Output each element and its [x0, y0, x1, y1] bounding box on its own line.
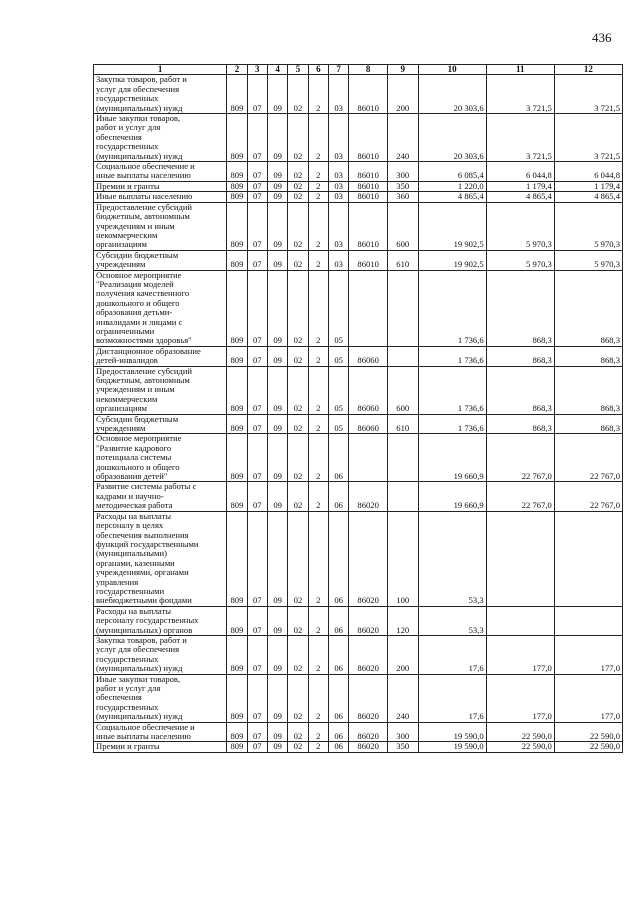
code-cell: 05: [328, 270, 348, 346]
code-cell: 02: [288, 434, 308, 482]
amount-cell: 177,0: [554, 635, 622, 674]
row-name-cell: Закупка товаров, работ и услуг для обеспечения государственных (муниципальных) нужд: [94, 75, 227, 114]
code-cell: [387, 434, 418, 482]
amount-cell: 53,3: [418, 511, 486, 606]
amount-cell: 868,3: [554, 366, 622, 414]
code-cell: 86020: [349, 674, 388, 722]
amount-cell: 17,6: [418, 674, 486, 722]
column-header: 5: [288, 65, 308, 75]
code-cell: 03: [328, 162, 348, 182]
amount-cell: [486, 511, 554, 606]
code-cell: 200: [387, 635, 418, 674]
code-cell: 2: [308, 635, 328, 674]
table-row: [94, 162, 623, 182]
amount-cell: 868,3: [554, 270, 622, 346]
code-cell: 809: [227, 346, 247, 366]
table-row: [94, 250, 623, 270]
amount-cell: 53,3: [418, 606, 486, 635]
code-cell: 09: [267, 635, 287, 674]
table-row: [94, 434, 623, 482]
code-cell: 86060: [349, 414, 388, 434]
amount-cell: 3 721,5: [486, 75, 554, 114]
table-row: [94, 635, 623, 674]
code-cell: 02: [288, 114, 308, 162]
table-row: [94, 366, 623, 414]
code-cell: 809: [227, 674, 247, 722]
code-cell: 06: [328, 674, 348, 722]
code-cell: 07: [247, 482, 267, 511]
amount-cell: 4 865,4: [486, 192, 554, 202]
code-cell: 09: [267, 674, 287, 722]
code-cell: 06: [328, 742, 348, 752]
row-name-cell: Субсидии бюджетным учреждениям: [94, 250, 227, 270]
code-cell: 809: [227, 635, 247, 674]
amount-cell: 19 590,0: [418, 722, 486, 742]
amount-cell: 1 736,6: [418, 346, 486, 366]
code-cell: 2: [308, 114, 328, 162]
amount-cell: 868,3: [486, 270, 554, 346]
code-cell: 809: [227, 511, 247, 606]
amount-cell: 4 865,4: [418, 192, 486, 202]
code-cell: 809: [227, 414, 247, 434]
code-cell: [349, 434, 388, 482]
code-cell: 09: [267, 181, 287, 191]
amount-cell: 17,6: [418, 635, 486, 674]
code-cell: 809: [227, 114, 247, 162]
code-cell: 09: [267, 270, 287, 346]
row-name-cell: Дистанционное образование детей-инвалидов: [94, 346, 227, 366]
code-cell: 02: [288, 346, 308, 366]
code-cell: 300: [387, 162, 418, 182]
code-cell: 809: [227, 742, 247, 752]
code-cell: 07: [247, 270, 267, 346]
code-cell: 2: [308, 192, 328, 202]
code-cell: 05: [328, 346, 348, 366]
code-cell: 07: [247, 346, 267, 366]
code-cell: 09: [267, 414, 287, 434]
code-cell: [349, 270, 388, 346]
amount-cell: 1 179,4: [554, 181, 622, 191]
table-row: [94, 674, 623, 722]
code-cell: 06: [328, 482, 348, 511]
code-cell: 86020: [349, 482, 388, 511]
amount-cell: 6 044,8: [554, 162, 622, 182]
code-cell: 809: [227, 192, 247, 202]
table-row: [94, 346, 623, 366]
code-cell: 05: [328, 366, 348, 414]
code-cell: 02: [288, 606, 308, 635]
page-number: 436: [592, 30, 612, 45]
amount-cell: 177,0: [554, 674, 622, 722]
code-cell: 86060: [349, 346, 388, 366]
code-cell: 300: [387, 722, 418, 742]
amount-cell: 19 660,9: [418, 482, 486, 511]
code-cell: 2: [308, 742, 328, 752]
table-row: [94, 742, 623, 752]
code-cell: 07: [247, 722, 267, 742]
code-cell: 200: [387, 75, 418, 114]
code-cell: 07: [247, 434, 267, 482]
code-cell: 600: [387, 202, 418, 250]
code-cell: 09: [267, 202, 287, 250]
column-header: 6: [308, 65, 328, 75]
table-row: [94, 114, 623, 162]
code-cell: 86010: [349, 162, 388, 182]
amount-cell: 3 721,5: [554, 114, 622, 162]
column-header: 10: [418, 65, 486, 75]
code-cell: 02: [288, 181, 308, 191]
code-cell: 2: [308, 606, 328, 635]
code-cell: 809: [227, 181, 247, 191]
table-row: [94, 511, 623, 606]
code-cell: 05: [328, 414, 348, 434]
amount-cell: 3 721,5: [486, 114, 554, 162]
row-name-cell: Иные закупки товаров, работ и услуг для обеспечения государственных (муниципальных) нужд: [94, 674, 227, 722]
row-name-cell: Премии и гранты: [94, 181, 227, 191]
code-cell: 07: [247, 511, 267, 606]
code-cell: 610: [387, 414, 418, 434]
row-name-cell: Предоставление субсидий бюджетным, автономным учреждениям и иным некоммерческим организациям: [94, 366, 227, 414]
code-cell: 02: [288, 674, 308, 722]
amount-cell: 1 736,6: [418, 366, 486, 414]
table-row: [94, 192, 623, 202]
table-row: [94, 414, 623, 434]
code-cell: 2: [308, 162, 328, 182]
code-cell: 240: [387, 114, 418, 162]
code-cell: [387, 270, 418, 346]
amount-cell: 5 970,3: [486, 202, 554, 250]
code-cell: 03: [328, 114, 348, 162]
code-cell: 09: [267, 511, 287, 606]
code-cell: 07: [247, 162, 267, 182]
code-cell: 09: [267, 742, 287, 752]
code-cell: 07: [247, 635, 267, 674]
code-cell: 809: [227, 722, 247, 742]
code-cell: 06: [328, 635, 348, 674]
column-header: 3: [247, 65, 267, 75]
amount-cell: 868,3: [554, 414, 622, 434]
amount-cell: [554, 606, 622, 635]
code-cell: 2: [308, 181, 328, 191]
code-cell: 86010: [349, 75, 388, 114]
column-header: 2: [227, 65, 247, 75]
amount-cell: 868,3: [486, 414, 554, 434]
code-cell: 06: [328, 722, 348, 742]
amount-cell: 868,3: [554, 346, 622, 366]
amount-cell: 22 767,0: [486, 482, 554, 511]
code-cell: 09: [267, 722, 287, 742]
code-cell: 07: [247, 742, 267, 752]
code-cell: 03: [328, 202, 348, 250]
code-cell: 02: [288, 482, 308, 511]
row-name-cell: Развитие системы работы с кадрами и научно- методическая работа: [94, 482, 227, 511]
code-cell: 86010: [349, 192, 388, 202]
amount-cell: 1 179,4: [486, 181, 554, 191]
code-cell: 02: [288, 202, 308, 250]
column-header: 1: [94, 65, 227, 75]
amount-cell: 868,3: [486, 346, 554, 366]
code-cell: 809: [227, 162, 247, 182]
code-cell: 809: [227, 250, 247, 270]
code-cell: 09: [267, 606, 287, 635]
column-header: 8: [349, 65, 388, 75]
column-header: 4: [267, 65, 287, 75]
code-cell: 09: [267, 162, 287, 182]
code-cell: 02: [288, 75, 308, 114]
code-cell: 2: [308, 722, 328, 742]
code-cell: 350: [387, 181, 418, 191]
code-cell: 2: [308, 366, 328, 414]
row-name-cell: Социальное обеспечение и иные выплаты населению: [94, 162, 227, 182]
row-name-cell: Закупка товаров, работ и услуг для обеспечения государственных (муниципальных) нужд: [94, 635, 227, 674]
amount-cell: 5 970,3: [554, 202, 622, 250]
code-cell: 02: [288, 742, 308, 752]
code-cell: 809: [227, 366, 247, 414]
code-cell: 09: [267, 250, 287, 270]
amount-cell: 22 590,0: [554, 722, 622, 742]
code-cell: 2: [308, 346, 328, 366]
code-cell: 07: [247, 114, 267, 162]
table-body: [94, 75, 623, 752]
amount-cell: 22 590,0: [554, 742, 622, 752]
code-cell: 02: [288, 722, 308, 742]
code-cell: 02: [288, 250, 308, 270]
code-cell: 360: [387, 192, 418, 202]
code-cell: 86020: [349, 722, 388, 742]
row-name-cell: Иные закупки товаров, работ и услуг для обеспечения государственных (муниципальных) нужд: [94, 114, 227, 162]
code-cell: 86020: [349, 606, 388, 635]
row-name-cell: Субсидии бюджетным учреждениям: [94, 414, 227, 434]
code-cell: 809: [227, 202, 247, 250]
code-cell: 350: [387, 742, 418, 752]
row-name-cell: Основное мероприятие "Развитие кадрового потенциала системы дошкольного и общего образования детей": [94, 434, 227, 482]
code-cell: 2: [308, 202, 328, 250]
code-cell: 02: [288, 366, 308, 414]
amount-cell: 22 767,0: [554, 434, 622, 482]
table-row: [94, 482, 623, 511]
code-cell: 09: [267, 366, 287, 414]
code-cell: 809: [227, 482, 247, 511]
code-cell: 02: [288, 270, 308, 346]
row-name-cell: Премии и гранты: [94, 742, 227, 752]
code-cell: 07: [247, 606, 267, 635]
code-cell: 07: [247, 366, 267, 414]
table-header-row: [94, 65, 623, 75]
code-cell: 2: [308, 482, 328, 511]
amount-cell: 177,0: [486, 674, 554, 722]
code-cell: 03: [328, 181, 348, 191]
code-cell: 809: [227, 434, 247, 482]
amount-cell: 19 902,5: [418, 250, 486, 270]
amount-cell: 5 970,3: [486, 250, 554, 270]
code-cell: 86020: [349, 742, 388, 752]
code-cell: 09: [267, 434, 287, 482]
code-cell: 86010: [349, 250, 388, 270]
code-cell: 610: [387, 250, 418, 270]
code-cell: 03: [328, 75, 348, 114]
code-cell: 07: [247, 75, 267, 114]
amount-cell: 1 736,6: [418, 414, 486, 434]
amount-cell: 3 721,5: [554, 75, 622, 114]
amount-cell: 868,3: [486, 366, 554, 414]
amount-cell: [554, 511, 622, 606]
code-cell: 809: [227, 606, 247, 635]
amount-cell: 19 660,9: [418, 434, 486, 482]
row-name-cell: Предоставление субсидий бюджетным, автономным учреждениям и иным некоммерческим организациям: [94, 202, 227, 250]
column-header: 12: [554, 65, 622, 75]
code-cell: 03: [328, 192, 348, 202]
row-name-cell: Расходы на выплаты персоналу в целях обеспечения выполнения функций государственными (муниципальными) органами, казенными учреждениями, органами управления государственными внебюджетными фондами: [94, 511, 227, 606]
code-cell: 02: [288, 192, 308, 202]
code-cell: 2: [308, 674, 328, 722]
code-cell: 86060: [349, 366, 388, 414]
code-cell: 07: [247, 192, 267, 202]
code-cell: 2: [308, 270, 328, 346]
table-row: [94, 270, 623, 346]
code-cell: 09: [267, 114, 287, 162]
code-cell: 09: [267, 482, 287, 511]
table-row: [94, 606, 623, 635]
table-row: [94, 75, 623, 114]
code-cell: 07: [247, 674, 267, 722]
code-cell: 02: [288, 162, 308, 182]
code-cell: 100: [387, 511, 418, 606]
code-cell: 86020: [349, 635, 388, 674]
row-name-cell: Иные выплаты населению: [94, 192, 227, 202]
code-cell: 86010: [349, 114, 388, 162]
code-cell: 2: [308, 511, 328, 606]
row-name-cell: Социальное обеспечение и иные выплаты населению: [94, 722, 227, 742]
code-cell: 2: [308, 414, 328, 434]
amount-cell: 6 085,4: [418, 162, 486, 182]
code-cell: 86020: [349, 511, 388, 606]
code-cell: 07: [247, 181, 267, 191]
column-header: 7: [328, 65, 348, 75]
code-cell: 02: [288, 511, 308, 606]
amount-cell: 1 220,0: [418, 181, 486, 191]
table-row: [94, 181, 623, 191]
row-name-cell: Расходы на выплаты персоналу государственных (муниципальных) органов: [94, 606, 227, 635]
code-cell: [387, 482, 418, 511]
code-cell: 06: [328, 511, 348, 606]
amount-cell: 177,0: [486, 635, 554, 674]
code-cell: 240: [387, 674, 418, 722]
amount-cell: [486, 606, 554, 635]
code-cell: [387, 346, 418, 366]
code-cell: 07: [247, 202, 267, 250]
amount-cell: 6 044,8: [486, 162, 554, 182]
amount-cell: 20 303,6: [418, 75, 486, 114]
code-cell: 09: [267, 346, 287, 366]
code-cell: 809: [227, 270, 247, 346]
code-cell: 2: [308, 75, 328, 114]
code-cell: 07: [247, 414, 267, 434]
code-cell: 02: [288, 635, 308, 674]
table-row: [94, 722, 623, 742]
column-header: 9: [387, 65, 418, 75]
code-cell: 03: [328, 250, 348, 270]
code-cell: 600: [387, 366, 418, 414]
code-cell: 2: [308, 250, 328, 270]
amount-cell: 20 303,6: [418, 114, 486, 162]
code-cell: 809: [227, 75, 247, 114]
code-cell: 2: [308, 434, 328, 482]
code-cell: 06: [328, 434, 348, 482]
code-cell: 86010: [349, 202, 388, 250]
amount-cell: 22 767,0: [554, 482, 622, 511]
amount-cell: 22 590,0: [486, 722, 554, 742]
amount-cell: 1 736,6: [418, 270, 486, 346]
code-cell: 06: [328, 606, 348, 635]
amount-cell: 19 590,0: [418, 742, 486, 752]
amount-cell: 22 590,0: [486, 742, 554, 752]
code-cell: 120: [387, 606, 418, 635]
table-row: [94, 202, 623, 250]
code-cell: 86010: [349, 181, 388, 191]
column-header: 11: [486, 65, 554, 75]
amount-cell: 5 970,3: [554, 250, 622, 270]
amount-cell: 19 902,5: [418, 202, 486, 250]
budget-table: [93, 64, 623, 753]
code-cell: 09: [267, 75, 287, 114]
amount-cell: 4 865,4: [554, 192, 622, 202]
code-cell: 09: [267, 192, 287, 202]
code-cell: 02: [288, 414, 308, 434]
amount-cell: 22 767,0: [486, 434, 554, 482]
row-name-cell: Основное мероприятие "Реализация моделей получения качественного дошкольного и общего образования детьми- инвалидами и лицами с ограниченными возможностями здоровья": [94, 270, 227, 346]
code-cell: 07: [247, 250, 267, 270]
